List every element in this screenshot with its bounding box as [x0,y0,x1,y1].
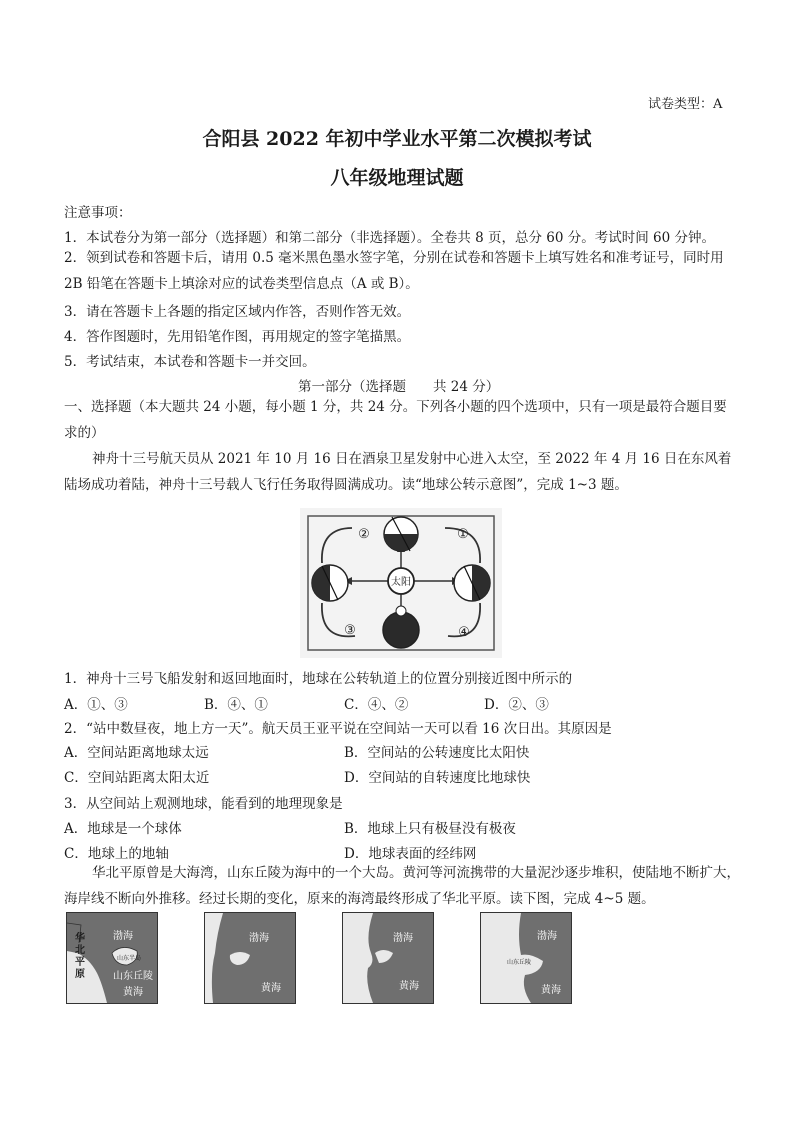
notes-heading: 注意事项： [64,205,132,221]
paper-type: 试卷类型：A [648,97,723,112]
map-label: 渤海 [113,931,133,942]
answer-option: C．空间站距离太阳太近 [64,770,210,786]
note-item: 4．答作图题时，先用铅笔作图，再用规定的签字笔描黑。 [64,329,411,345]
note-item: 2．领到试卷和答题卡后，请用 0.5 毫米黑色墨水签字笔，分别在试卷和答题卡上填写姓名和准考证号，同时用 2B 铅笔在答题卡上填涂对应的试卷类型信息点（A 或 B）。 [64,250,724,292]
answer-option: C．地球上的地轴 [64,846,169,862]
part-heading: 第一部分（选择题 共 24 分） [298,379,500,395]
answer-option: A．空间站距离地球太远 [64,745,209,761]
map-label: 渤海 [537,931,557,942]
coastline-map [342,912,434,1004]
question-stem: 2．“站中数昼夜，地上方一天”。航天员王亚平说在空间站一天可以看 16 次日出。其原因是 [64,721,612,737]
map-label: 渤海 [393,933,413,944]
exam-title: 合阳县 2022 年初中学业水平第二次模拟考试 [202,128,592,150]
answer-option: A．①、③ [64,697,128,713]
answer-option: B．空间站的公转速度比太阳快 [344,745,530,761]
section-intro: 一、选择题（本大题共 24 小题，每小题 1 分，共 24 分。下列各小题的四个选项中，只有一项是最符合题目要求的） [64,399,727,441]
map-label: 黄海 [123,987,143,998]
map-label: 华北平原 [75,933,85,980]
coastline-map [66,912,158,1004]
map-sequence [66,912,666,1002]
answer-option: B．④、① [204,697,268,713]
note-item: 1．本试卷分为第一部分（选择题）和第二部分（非选择题）。全卷共 8 页，总分 60 分。考试时间 60 分钟。 [64,230,716,246]
question-stem: 1．神舟十三号飞船发射和返回地面时，地球在公转轨道上的位置分别接近图中所示的 [64,671,573,687]
question-stem: 3．从空间站上观测地球，能看到的地理现象是 [64,796,343,812]
note-item: 5．考试结束，本试卷和答题卡一并交回。 [64,354,316,370]
answer-option: A．地球是一个球体 [64,821,182,837]
map-label: 黄海 [399,981,419,992]
map-label: 黄海 [261,983,281,994]
earth-revolution-diagram [300,508,502,658]
sun-label: 太阳 [391,577,411,588]
note-item: 3．请在答题卡上各题的指定区域内作答，否则作答无效。 [64,304,411,320]
coastline-map [204,912,296,1004]
earth-icon [312,565,348,601]
answer-option: D．空间站的自转速度比地球快 [344,770,531,786]
answer-option: B．地球上只有极昼没有极夜 [344,821,516,837]
answer-option: C．④、② [344,697,409,713]
exam-subtitle: 八年级地理试题 [330,167,464,189]
earth-icon [384,517,418,551]
answer-option: D．②、③ [484,697,549,713]
map-label: 山东丘陵 [113,971,153,982]
map-label: 渤海 [249,933,269,944]
answer-option: D．地球表面的经纬网 [344,846,477,862]
reading-passage: 神舟十三号航天员从 2021 年 10 月 16 日在酒泉卫星发射中心进入太空，至 2022 年 4 月 16 日在东风着陆场成功着陆，神舟十三号载人飞行任务取得圆满成功。读“地球公转示意图”，完成 1~3 题。 [64,451,732,493]
position-label: ① [457,527,469,542]
earth-icon [454,565,490,601]
reading-passage: 华北平原曾是大海湾，山东丘陵为海中的一个大岛。黄河等河流携带的大量泥沙逐步堆积，使陆地不断扩大，海岸线不断向外推移。经过长期的变化，原来的海湾最终形成了华北平原。读下图，完成 4~5 题。 [64,865,740,907]
position-label: ③ [344,623,356,638]
map-label: 山东半岛 [117,955,142,962]
position-label: ② [358,527,370,542]
position-label: ④ [458,625,470,640]
map-label: 山东丘陵 [507,959,532,966]
coastline-map [480,912,572,1004]
map-label: 黄海 [541,985,561,996]
